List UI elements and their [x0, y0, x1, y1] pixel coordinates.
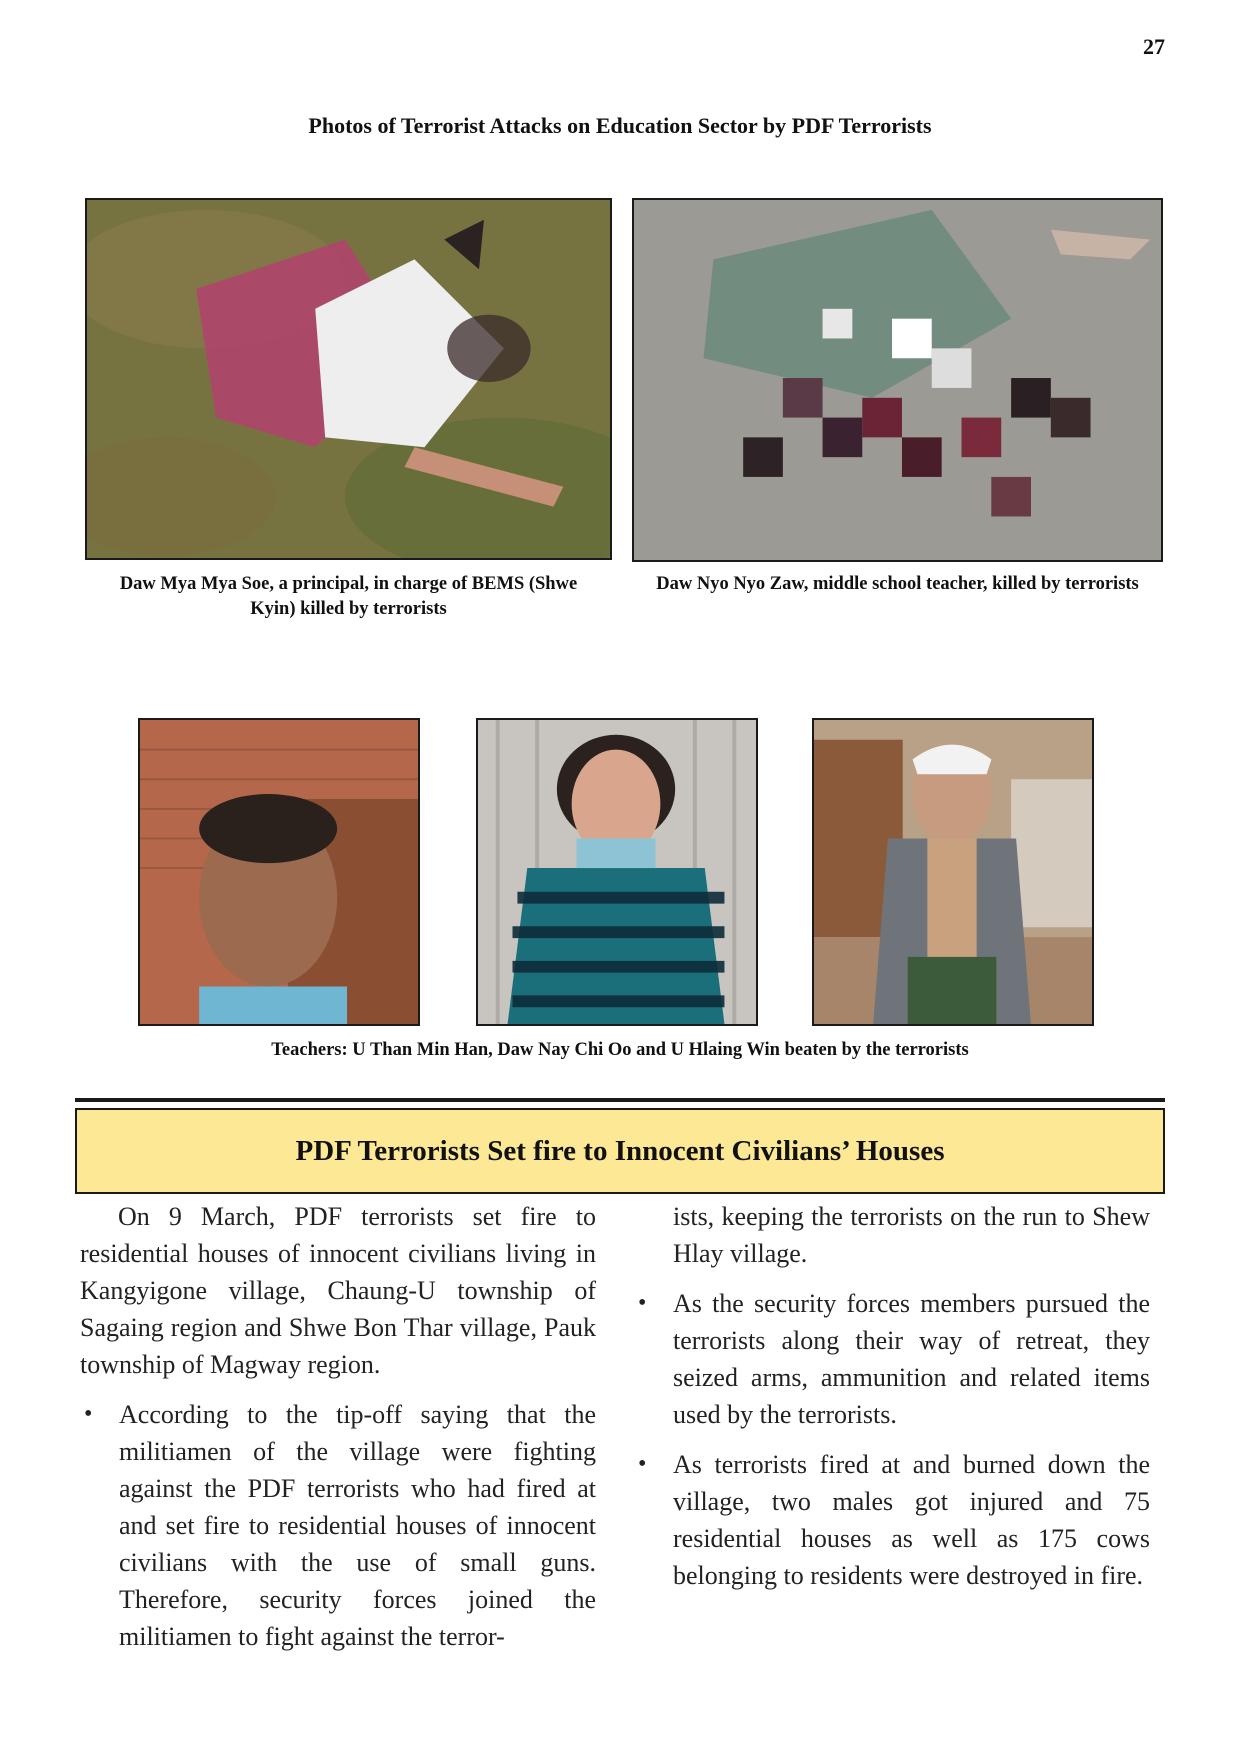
- left-column: [80, 1198, 596, 1655]
- photo-middle-school-teacher: [632, 198, 1163, 562]
- intro-paragraph: On 9 March, PDF terrorists set fire to residential houses of innocent civilians living in Kangyigone village, Chaung-U township of Sagaing region and Shwe Bon Thar village, Pauk township of Magway region.: [80, 1202, 596, 1379]
- caption-teachers-beaten: Teachers: U Than Min Han, Daw Nay Chi Oo and U Hlaing Win beaten by the terrorists: [271, 1040, 969, 1060]
- page-number: 27: [1143, 34, 1165, 59]
- section-heading: PDF Terrorists Set fire to Innocent Civilians’ Houses: [75, 1108, 1165, 1194]
- list-item: [634, 1446, 1150, 1594]
- section-divider: [75, 1098, 1165, 1102]
- photo-teacher-daw-nay-chi-oo: [476, 718, 758, 1026]
- caption-middle-school-teacher: Daw Nyo Nyo Zaw, middle school teacher, killed by terrorists: [656, 574, 1139, 594]
- photo-teacher-u-than-min-han: [138, 718, 420, 1026]
- right-column: [634, 1198, 1150, 1594]
- bullet-icon: •: [638, 1290, 647, 1316]
- bullet-text: As terrorists fired at and burned down the village, two males got injured and 75 residential houses as well as 175 cows belonging to residents were destroyed in fire.: [673, 1450, 1150, 1590]
- caption-principal: Daw Mya Mya Soe, a principal, in charge of BEMS (Shwe Kyin) killed by terrorists: [119, 574, 578, 619]
- list-item: [634, 1285, 1150, 1433]
- bullet-icon: •: [638, 1451, 647, 1477]
- photo-principal: [85, 198, 612, 560]
- page-title: Photos of Terrorist Attacks on Education Sector by PDF Terrorists: [308, 113, 932, 138]
- photo-teacher-u-hlaing-win: [812, 718, 1094, 1026]
- bullet-text: As the security forces members pursued the terrorists along their way of retreat, they seized arms, ammunition and related items used by the terrorists.: [673, 1289, 1150, 1429]
- bullet-icon: •: [84, 1401, 93, 1427]
- list-item: [80, 1396, 596, 1655]
- continued-paragraph: ists, keeping the terrorists on the run to Shew Hlay village.: [673, 1202, 1150, 1268]
- bullet-text: According to the tip-off saying that the militiamen of the village were fighting against the PDF terrorists who had fired at and set fire to residential houses of innocent civilians with the use of small guns. Therefore, security forces joined the militiamen to fight against the terror-: [119, 1400, 596, 1651]
